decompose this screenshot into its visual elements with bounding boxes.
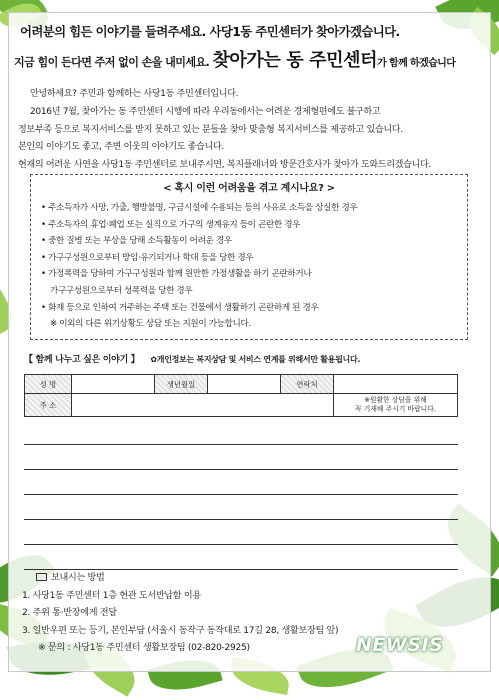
checklist-item: • 화재 등으로 인하여 거주하는 주택 또는 건물에서 생활하기 곤란하게 된 경우 (41, 302, 319, 313)
writing-line[interactable] (24, 420, 458, 445)
send-method: 3. 일반우편 또는 등기, 본인부담 (서울시 동작구 동작대로 17길 28, 생활보장팀 앞) (22, 625, 339, 636)
contact-label: 연락처 (281, 375, 334, 394)
address-field[interactable] (72, 394, 334, 417)
address-note-line: ※원활한 상담을 위해 (364, 396, 427, 404)
contact-field[interactable] (334, 375, 458, 394)
writing-line[interactable] (24, 495, 458, 520)
headline-line2-big: 찾아가는 동 주민센터 (212, 50, 378, 71)
headline-line1: 어려분의 힘든 이야기를 들려주세요. 사당1동 주민센터가 찾아가겠습니다. (20, 24, 400, 39)
address-label: 주 소 (25, 394, 72, 417)
inquiry-contact: ※ 문의 : 사당1동 주민센터 생활보장팀 (02-820-2925) (38, 643, 250, 654)
checklist-item: • 중한 질병 또는 부상을 당해 소득활동이 어려운 경우 (41, 236, 232, 247)
checklist-item: • 주소득자의 휴업·폐업 또는 실직으로 가구의 생계유지 등이 곤란한 경우 (41, 219, 301, 230)
checklist-items (41, 200, 461, 333)
submission-methods (22, 570, 338, 658)
writing-line[interactable] (24, 470, 458, 495)
writing-line[interactable] (24, 545, 458, 570)
birth-label: 생년월일 (155, 375, 208, 394)
address-note (334, 394, 458, 417)
applicant-info-table (24, 374, 458, 417)
intro-line: 정보부족 등으로 복지서비스를 받지 못하고 있는 분들을 찾아 맞춤형 복지서비스를 제공하고 있습니다. (18, 124, 403, 135)
send-method: 2. 주위 통·반장에게 전달 (22, 608, 117, 619)
send-title: 보내시는 방법 (51, 573, 105, 583)
story-writing-lines[interactable] (24, 420, 458, 570)
address-note-line: 꼭 기재해 주시기 바랍니다. (355, 405, 436, 413)
writing-line[interactable] (24, 445, 458, 470)
checklist-item: • 가구구성원으로부터 방임·유기되거나 학대 등을 당한 경우 (41, 252, 254, 263)
send-method: 1. 사당1동 주민센터 1층 현관 도서반납함 이용 (22, 590, 201, 601)
checklist-title: < 혹시 이런 어려움을 겪고 계시나요? > (163, 183, 335, 194)
checklist-item: • 가정폭력을 당하여 가구구성원과 함께 원만한 가정생활을 하기 곤란하거나 (41, 269, 312, 280)
send-header (22, 570, 338, 588)
headline-line2-post: 가 함께 하겠습니다 (377, 58, 456, 69)
checklist-note: ※ 이외의 다른 위기상황도 상담 또는 지원이 가능합니다. (50, 319, 251, 330)
birth-field[interactable] (208, 375, 281, 394)
checklist-item: 가구구성원으로부터 성폭력을 당한 경우 (50, 285, 193, 296)
newsis-watermark: NEWSIS (356, 634, 444, 656)
mail-icon (36, 573, 47, 581)
intro-line: 본인의 이야기도 좋고, 주변 이웃의 이야기도 좋습니다. (18, 142, 224, 153)
hardship-checklist-box (30, 174, 468, 340)
name-label: 성 명 (25, 375, 72, 394)
share-section-title (24, 352, 360, 365)
headline-line2 (14, 46, 455, 72)
checklist-item: • 주소득자가 사망, 가출, 행방불명, 구금시설에 수용되는 등의 사유로 소득을 상실한 경우 (41, 203, 358, 213)
name-field[interactable] (72, 375, 155, 394)
intro-paragraph (18, 86, 480, 175)
intro-line: 현재의 어려운 사연을 사당1동 주민센터로 보내주시면, 복지플래너와 방문간호사가 찾아가 도와드리겠습니다. (18, 160, 431, 171)
writing-line[interactable] (24, 520, 458, 545)
intro-line: 2016년 7월, 찾아가는 동 주민센터 시행에 따라 우리동에서는 어려운 경제형편에도 불구하고 (30, 106, 381, 117)
intro-line: 안녕하세요? 주민과 함께하는 사당1동 주민센터입니다. (30, 89, 239, 99)
headline-line2-pre: 지금 힘이 든다면 주저 없이 손을 내미세요. (14, 56, 210, 69)
share-title: 【 함께 나누고 싶은 이야기 】 (24, 355, 140, 365)
privacy-notice: ✿개인정보는 복지상담 및 서비스 연계를 위해서만 활용됩니다. (150, 355, 361, 364)
